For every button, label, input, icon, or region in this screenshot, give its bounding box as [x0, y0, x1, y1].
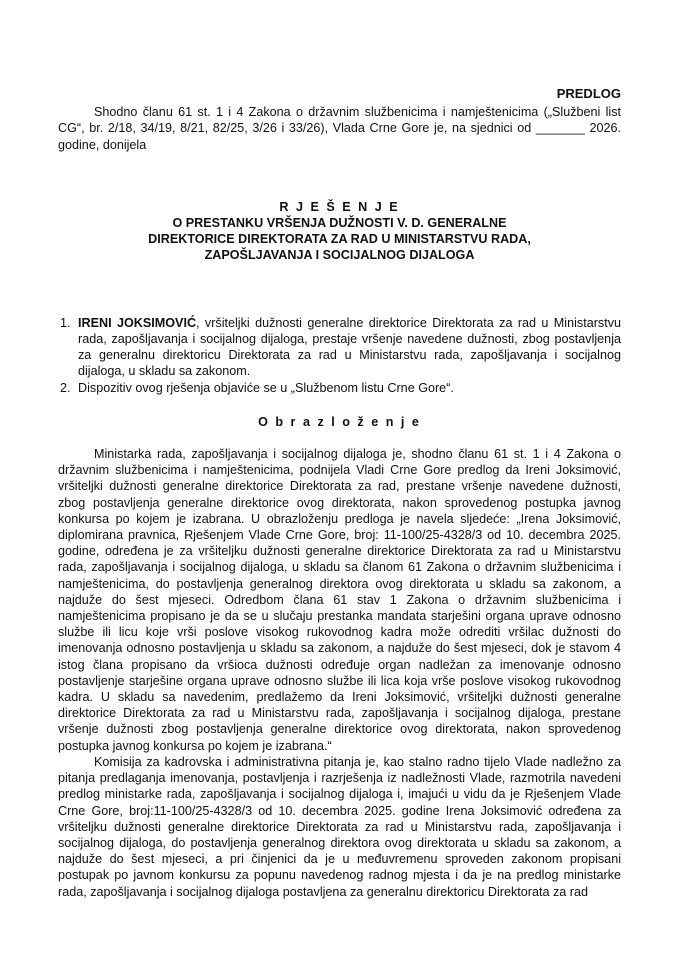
person-name: IRENI JOKSIMOVIĆ: [78, 315, 197, 330]
explanation-paragraph-2: Komisija za kadrovska i administrativna pitanja je, kao stalno radno tijelo Vlade nadležno za pitanja predlaganja imenovanja, postavljenja i razrješenja iz nadležnosti Vlade, razmotrila navedeni predlog ministarke rada, zapošljavanja i socijalnog dijaloga i, imajući u vidu da je Rješenjem Vlade Crne Gore, broj:11-100/25-4328/3 od 10. decembra 2025. godine Irena Joksimović određena za vršiteljku dužnosti generalne direktorice Direktorata za rad u Ministarstvu rada, zapošljavanja i socijalnog dijaloga, do postavljenja generalnog direktora ovog direktorata u skladu sa zakonom, a najduže do šest mjeseci, a pri činjenici da je u međuvremenu sproveden zakonom propisani postupak po javnom konkursu za popunu navedenog radnog mjesta i da je na predlog ministarke rada, zapošljavanja i socijalnog dijaloga postavljena za generalnu direktoricu Direktorata za rad: [58, 754, 621, 899]
dispositive-item-2: 2. Dispozitiv ovog rješenja objaviće se u „Službenom listu Crne Gore“.: [74, 380, 621, 396]
dispositive-item-1-text: , vršiteljki dužnosti generalne direktorice Direktorata za rad u Ministarstvu rada, zapošljavanja i socijalnog dijaloga, prestaje vršenje navedene dužnosti, zbog postavljenja za generalnu direktoricu Direktorata za rad u Ministarstvu rada, zapošljavanja i socijalnog dijaloga, u skladu sa zakonom.: [78, 315, 621, 379]
dispositive-item-1: [74, 315, 621, 380]
decision-title-line-4: ZAPOŠLJAVANJA I SOCIJALNOG DIJALOGA: [204, 247, 475, 262]
explanation-paragraph-1: Ministarka rada, zapošljavanja i socijalnog dijaloga je, shodno članu 61 st. 1 i 4 Zakona o državnim službenicima i namještenicima, podnijela Vladi Crne Gore predlog da Ireni Joksimović, vršiteljki dužnosti generalne direktorice Direktorata za rad, prestane vršenje navedene dužnosti, zbog postavljenja generalne direktorice ovog direktorata, nakon sprovedenog postupka javnog konkursa po kojem je izabrana. U obrazloženju predloga je navela sljedeće: „Irena Joksimović, diplomirana pravnica, Rješenjem Vlade Crne Gore, broj: 11-100/25-4328/3 od 10. decembra 2025. godine, određena je za vršiteljku dužnosti generalne direktorice Direktorata za rad u Ministarstvu rada, zapošljavanja i socijalnog dijaloga, u skladu sa članom 61 Zakona o državnim službenicima i namještenicima, do postavljenja generalnog direktora ovog direktorata u skladu sa zakonom, a najduže do šest mjeseci. Odredbom člana 61 stav 1 Zakona o državnim službenicima i namještenicima propisano je da se u slučaju prestanka mandata starješini organa uprave odnosno službe ili licu koje vrši poslove visokog rukovodnog kadra može odrediti vršilac dužnosti do imenovanja odnosno postavljenja u skladu sa zakonom, a najduže do šest mjeseci, dok je stavom 4 istog člana propisano da vršioca dužnosti određuje organ nadležan za imenovanje odnosno postavljenje starješine organa uprave odnosno službe ili lica koja vrše poslove visokog rukovodnog kadra. U skladu sa navedenim, predlažemo da Ireni Joksimović, vršiteljki dužnosti generalne direktorice Direktorata za rad u Ministarstvu rada, zapošljavanja i socijalnog dijaloga, prestane vršenje dužnosti zbog postavljenja generalne direktorice ovog direktorata, nakon sprovedenog postupka javnog konkursa po kojem je izabrana.“: [58, 447, 621, 753]
dispositive-list: [58, 315, 621, 396]
decision-title-word: R J E Š E N J E: [279, 199, 400, 214]
explanation-heading: O b r a z l o ž e n j e: [258, 414, 421, 429]
decision-title-line-2: O PRESTANKU VRŠENJA DUŽNOSTI V. D. GENERALNE: [172, 215, 507, 230]
decision-title: [58, 199, 621, 263]
intro-paragraph: Shodno članu 61 st. 1 i 4 Zakona o državnim službenicima i namještenicima („Službeni list CG“, br. 2/18, 34/19, 8/21, 82/25, 3/26 i 33/26), Vlada Crne Gore je, na sjednici od _______ 2026. godine, donijela: [58, 105, 621, 152]
decision-title-line-3: DIREKTORICE DIREKTORATA ZA RAD U MINISTARSTVU RADA,: [148, 231, 531, 246]
proposal-label: PREDLOG: [556, 86, 621, 101]
